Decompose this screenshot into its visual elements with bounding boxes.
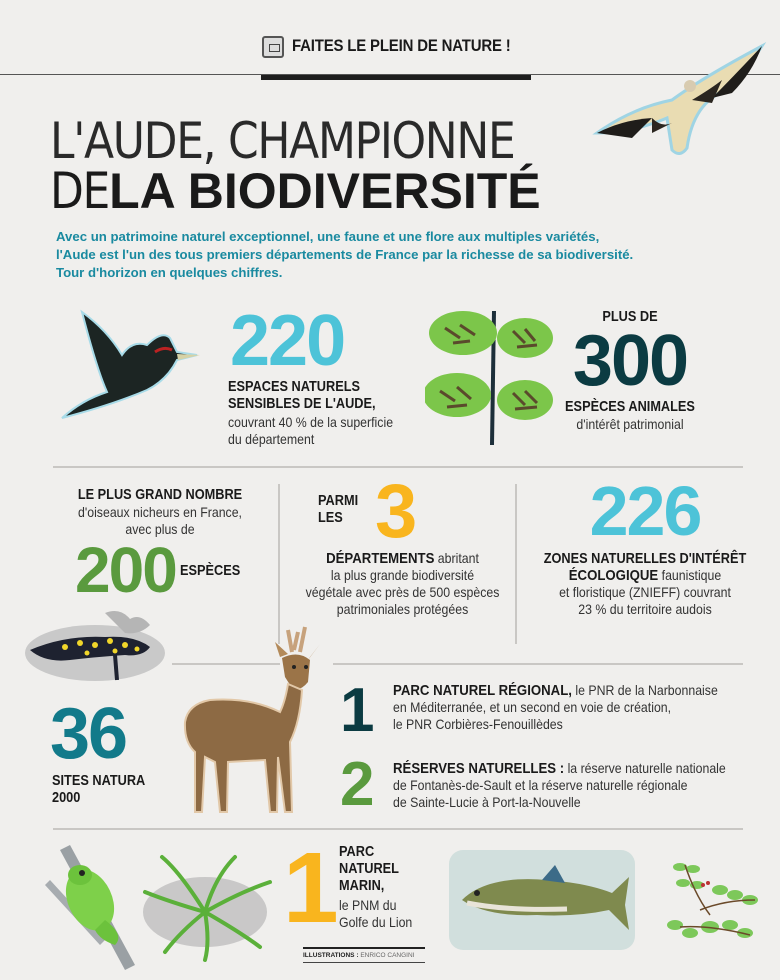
stat-caption: PARC NATUREL RÉGIONAL, [393, 682, 572, 699]
stat-number-1-pnm: 1 [283, 832, 335, 944]
intro-line: Avec un patrimoine naturel exceptionnel, une faune et une flore aux multiples variétés, [56, 229, 600, 244]
body-line: le PNM du [339, 897, 397, 913]
title-light: DE [50, 162, 110, 220]
body-line: de Sainte-Lucie à Port-la-Nouvelle [393, 794, 581, 810]
kicker-underline [261, 75, 531, 80]
stat-text [393, 760, 771, 811]
stat-body [339, 897, 412, 931]
fish-illustration [447, 845, 637, 955]
stat-number-226: 226 [589, 472, 701, 550]
body-text: la réserve naturelle nationale [564, 760, 726, 776]
stat-number-1-pnr: 1 [340, 676, 373, 745]
credits-name: ENRICO CANGINI [360, 952, 415, 959]
stat-text [515, 550, 775, 618]
stat-body [393, 760, 726, 777]
page-title-line2 [50, 162, 541, 220]
body-line: et floristique (ZNIEFF) couvrant [559, 584, 731, 600]
body-text: le PNR de la Narbonnaise [571, 682, 718, 698]
caption-line: SITES NATURA [52, 772, 146, 789]
stat-number-200: 200 [75, 534, 176, 606]
eagle-illustration [592, 38, 772, 158]
divider [53, 466, 743, 468]
stat-body [531, 567, 760, 584]
illustration-credits [303, 952, 414, 959]
body-text: abritant [434, 550, 479, 566]
body-line: végétale avec près de 500 espèces [305, 584, 500, 600]
body-line: Golfe du Lion [339, 914, 413, 930]
stat-prefix: PLUS DE [602, 308, 658, 325]
stat-number-220: 220 [230, 301, 345, 381]
stat-caption [52, 772, 145, 806]
intro-line: Tour d'horizon en quelques chiffres. [56, 265, 283, 280]
caption-line: PARC [339, 843, 375, 860]
body-line: la plus grande biodiversité [330, 567, 475, 583]
stat-number-3: 3 [375, 469, 416, 554]
stat-number-300: 300 [572, 321, 688, 401]
body-line: du département [228, 431, 315, 447]
body-line: 23 % du territoire audois [578, 601, 712, 617]
stat-caption: ÉCOLOGIQUE [568, 567, 659, 584]
credits-rule [303, 947, 425, 949]
salamander-illustration [25, 605, 170, 695]
fern-illustration [140, 852, 275, 962]
stat-caption: ESPÈCES ANIMALES [565, 398, 695, 415]
stat-body [304, 550, 502, 618]
tree-frog-illustration [45, 840, 140, 970]
roe-deer-illustration [170, 622, 335, 822]
body-text: faunistique [658, 567, 722, 583]
stat-caption: DÉPARTEMENTS [326, 550, 435, 567]
stat-caption: RÉSERVES NATURELLES : [393, 760, 565, 777]
page-title-line1: L'AUDE, CHAMPIONNE [50, 112, 515, 170]
notebook-icon [262, 36, 284, 58]
plant-illustration [655, 855, 765, 955]
stat-body [228, 414, 393, 448]
divider [333, 663, 743, 665]
body-line: couvrant 40 % de la superficie [228, 414, 394, 430]
stat-body: d'intérêt patrimonial [576, 416, 684, 432]
body-line: le PNR Corbières-Fenouillèdes [393, 716, 563, 732]
credits-label: ILLUSTRATIONS : [303, 952, 359, 959]
title-bold: LA BIODIVERSITÉ [109, 163, 541, 219]
stat-body [54, 504, 265, 538]
body-line: de Fontanès-de-Sault et la réserve naturelle régionale [393, 777, 688, 793]
stat-prefix [318, 492, 358, 526]
prefix-line: LES [318, 509, 343, 526]
divider [278, 484, 280, 644]
caption-line: 2000 [52, 789, 81, 806]
prefix-line: PARMI [318, 492, 359, 509]
fern-leaf-illustration [425, 303, 555, 448]
credits-rule [303, 962, 425, 963]
caption-line: MARIN, [339, 877, 385, 894]
woodpecker-illustration [52, 300, 202, 420]
body-line: patrimoniales protégées [336, 601, 469, 617]
stat-text [393, 682, 762, 733]
divider [53, 828, 743, 830]
kicker-label: FAITES LE PLEIN DE NATURE ! [292, 36, 511, 55]
stat-body [393, 682, 718, 699]
body-line: en Méditerranée, et un second en voie de création, [393, 699, 672, 715]
intro-line: l'Aude est l'un des tous premiers départements de France par la richesse de sa biodiversité. [56, 247, 634, 262]
body-line: avec plus de [125, 521, 195, 537]
stat-number-36: 36 [50, 694, 127, 774]
caption-line: SENSIBLES DE L'AUDE, [228, 395, 376, 412]
intro-paragraph [56, 228, 746, 282]
body-line: d'oiseaux nicheurs en France, [78, 504, 242, 520]
caption-line: NATUREL [339, 860, 399, 877]
caption-line: ESPACES NATURELS [228, 378, 361, 395]
stat-caption [228, 378, 376, 412]
stat-suffix: ESPÈCES [180, 562, 241, 579]
stat-number-2-reserves: 2 [340, 750, 373, 819]
stat-caption: ZONES NATURELLES D'INTÉRÊT [543, 550, 747, 567]
stat-caption: LE PLUS GRAND NOMBRE [77, 486, 243, 503]
stat-caption [339, 843, 399, 894]
